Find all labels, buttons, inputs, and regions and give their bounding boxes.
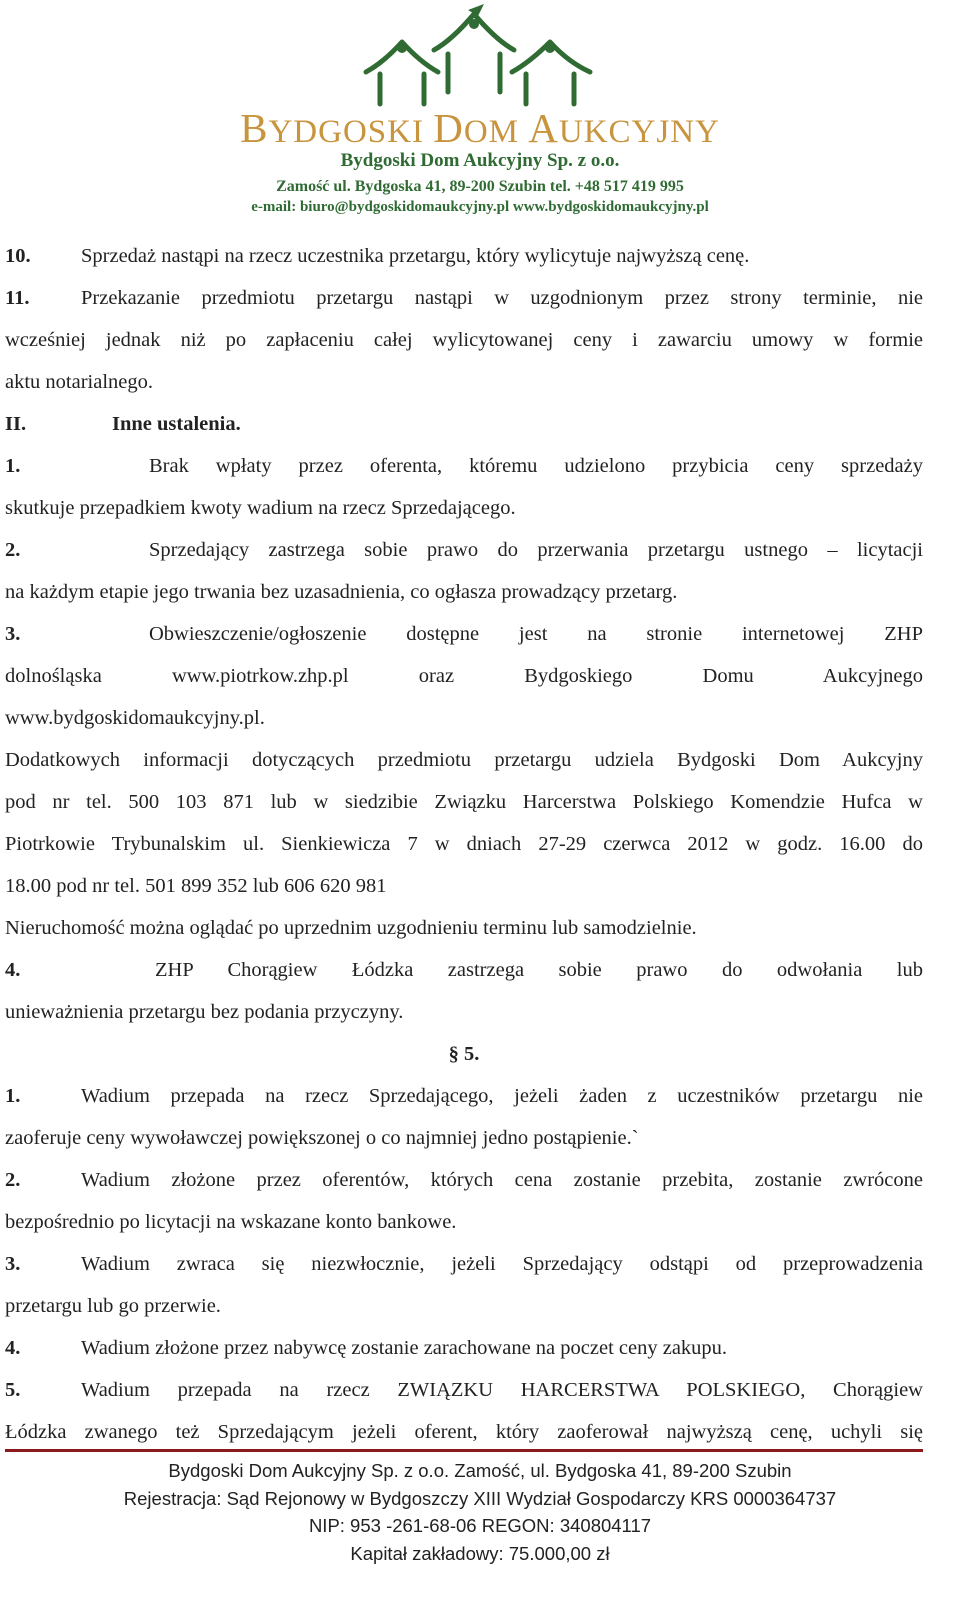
info-line-4: 18.00 pod nr tel. 501 899 352 lub 606 620 981 (5, 875, 387, 897)
point-11-line-3: aktu notarialnego. (5, 371, 154, 393)
letterhead-contact: e-mail: biuro@bydgoskidomaukcyjny.pl www.bydgoskidomaukcyjny.pl (251, 199, 709, 215)
deposit-3-line-2: przetargu lub go przerwie. (5, 1295, 221, 1317)
item-number: 3. (5, 1253, 21, 1275)
deposit-1-line-1 (5, 1082, 923, 1110)
item-number: 2. (5, 539, 21, 561)
item-1-line-2: skutkuje przepadkiem kwoty wadium na rzecz Sprzedającego. (5, 497, 516, 519)
point-number: 11. (5, 287, 30, 309)
letterhead-address: Zamość ul. Bydgoska 41, 89-200 Szubin tel. +48 517 419 995 (276, 178, 684, 195)
item-number: 4. (5, 1337, 21, 1359)
footer-capital-line: Kapitał zakładowy: 75.000,00 zł (350, 1543, 610, 1564)
point-text: Przekazanie przedmiotu przetargu nastąpi w uzgodnionym przez strony terminie, nie (81, 287, 923, 309)
deposit-3-line-1 (5, 1250, 923, 1278)
item-text: Wadium przepada na rzecz Sprzedającego, jeżeli żaden z uczestników przetargu nie (81, 1085, 923, 1107)
point-number: 10. (5, 245, 31, 267)
item-text: Obwieszczenie/ogłoszenie dostępne jest na stronie internetowej ZHP (149, 623, 923, 645)
item-number: 2. (5, 1169, 21, 1191)
item-3-line-2: dolnośląska www.piotrkow.zhp.pl oraz Bydgoskiego Domu Aukcyjnego (5, 665, 923, 687)
deposit-2-line-2: bezpośrednio po licytacji na wskazane konto bankowe. (5, 1211, 457, 1233)
paragraph-5-heading: § 5. (448, 1043, 480, 1065)
item-text: Brak wpłaty przez oferenta, któremu udzielono przybicia ceny sprzedaży (149, 455, 923, 477)
point-11-line-2: wcześniej jednak niż po zapłaceniu całej wylicytowanej ceny i zawarciu umowy w formie (5, 329, 923, 351)
section-number: II. (5, 413, 27, 435)
item-2-line-2: na każdym etapie jego trwania bez uzasadnienia, co ogłasza prowadzący przetarg. (5, 581, 678, 603)
item-text: Wadium złożone przez nabywcę zostanie zarachowane na poczet ceny zakupu. (81, 1337, 728, 1359)
deposit-1-line-2: zaoferuje ceny wywoławczej powiększonej o co najmniej jedno postąpienie.` (5, 1127, 639, 1149)
item-text: Wadium zwraca się niezwłocznie, jeżeli Sprzedający odstąpi od przeprowadzenia (81, 1253, 923, 1275)
item-text: Wadium złożone przez oferentów, których cena zostanie przebita, zostanie zwrócone (81, 1169, 923, 1191)
item-number: 5. (5, 1379, 21, 1401)
item-number: 4. (5, 959, 21, 981)
item-text: ZHP Chorągiew Łódzka zastrzega sobie prawo do odwołania lub (155, 959, 923, 981)
footer-company-line: Bydgoski Dom Aukcyjny Sp. z o.o. Zamość, ul. Bydgoska 41, 89-200 Szubin (168, 1460, 792, 1481)
letterhead-company-name: Bydgoski Dom Aukcyjny Sp. z o.o. (340, 150, 620, 171)
item-text: Sprzedający zastrzega sobie prawo do przerwania przetargu ustnego – licytacji (149, 539, 923, 561)
item-number: 3. (5, 623, 21, 645)
item-3-line-3: www.bydgoskidomaukcyjny.pl. (5, 707, 265, 729)
company-wordmark: BYDGOSKI DOM AUKCYJNY (240, 105, 720, 151)
item-2-line-1 (5, 536, 923, 564)
info-line-2: pod nr tel. 500 103 871 lub w siedzibie Związku Harcerstwa Polskiego Komendzie Hufca w (5, 791, 923, 813)
deposit-5-line-2: Łódzka zwanego też Sprzedającym jeżeli oferent, który zaoferował najwyższą cenę, uchyli się (5, 1421, 923, 1443)
letterhead (0, 0, 960, 222)
item-4-line-2: unieważnienia przetargu bez podania przyczyny. (5, 1001, 404, 1023)
section-title: Inne ustalenia. (112, 413, 241, 435)
viewing-note: Nieruchomość można oglądać po uprzednim uzgodnieniu terminu lub samodzielnie. (5, 917, 697, 939)
footer-tax-ids-line: NIP: 953 -261-68-06 REGON: 340804117 (308, 1515, 652, 1536)
point-11-line-1 (5, 284, 923, 312)
footer-divider (5, 1449, 923, 1452)
item-4-line-1 (5, 956, 923, 984)
item-1-line-1 (5, 452, 923, 480)
footer-registration-line: Rejestracja: Sąd Rejonowy w Bydgoszczy XIII Wydział Gospodarczy KRS 0000364737 (123, 1488, 837, 1509)
deposit-2-line-1 (5, 1166, 923, 1194)
auction-house-roofs-icon (362, 4, 602, 108)
info-line-1: Dodatkowych informacji dotyczących przedmiotu przetargu udziela Bydgoski Dom Aukcyjny (5, 749, 923, 771)
point-text: Sprzedaż nastąpi na rzecz uczestnika przetargu, który wylicytuje najwyższą cenę. (81, 245, 750, 267)
info-line-3: Piotrkowie Trybunalskim ul. Sienkiewicza 7 w dniach 27-29 czerwca 2012 w godz. 16.00 do (5, 833, 923, 855)
deposit-5-line-1 (5, 1376, 923, 1404)
item-number: 1. (5, 1085, 21, 1107)
item-number: 1. (5, 455, 21, 477)
item-3-line-1 (5, 620, 923, 648)
item-text: Wadium przepada na rzecz ZWIĄZKU HARCERSTWA POLSKIEGO, Chorągiew (81, 1379, 923, 1401)
